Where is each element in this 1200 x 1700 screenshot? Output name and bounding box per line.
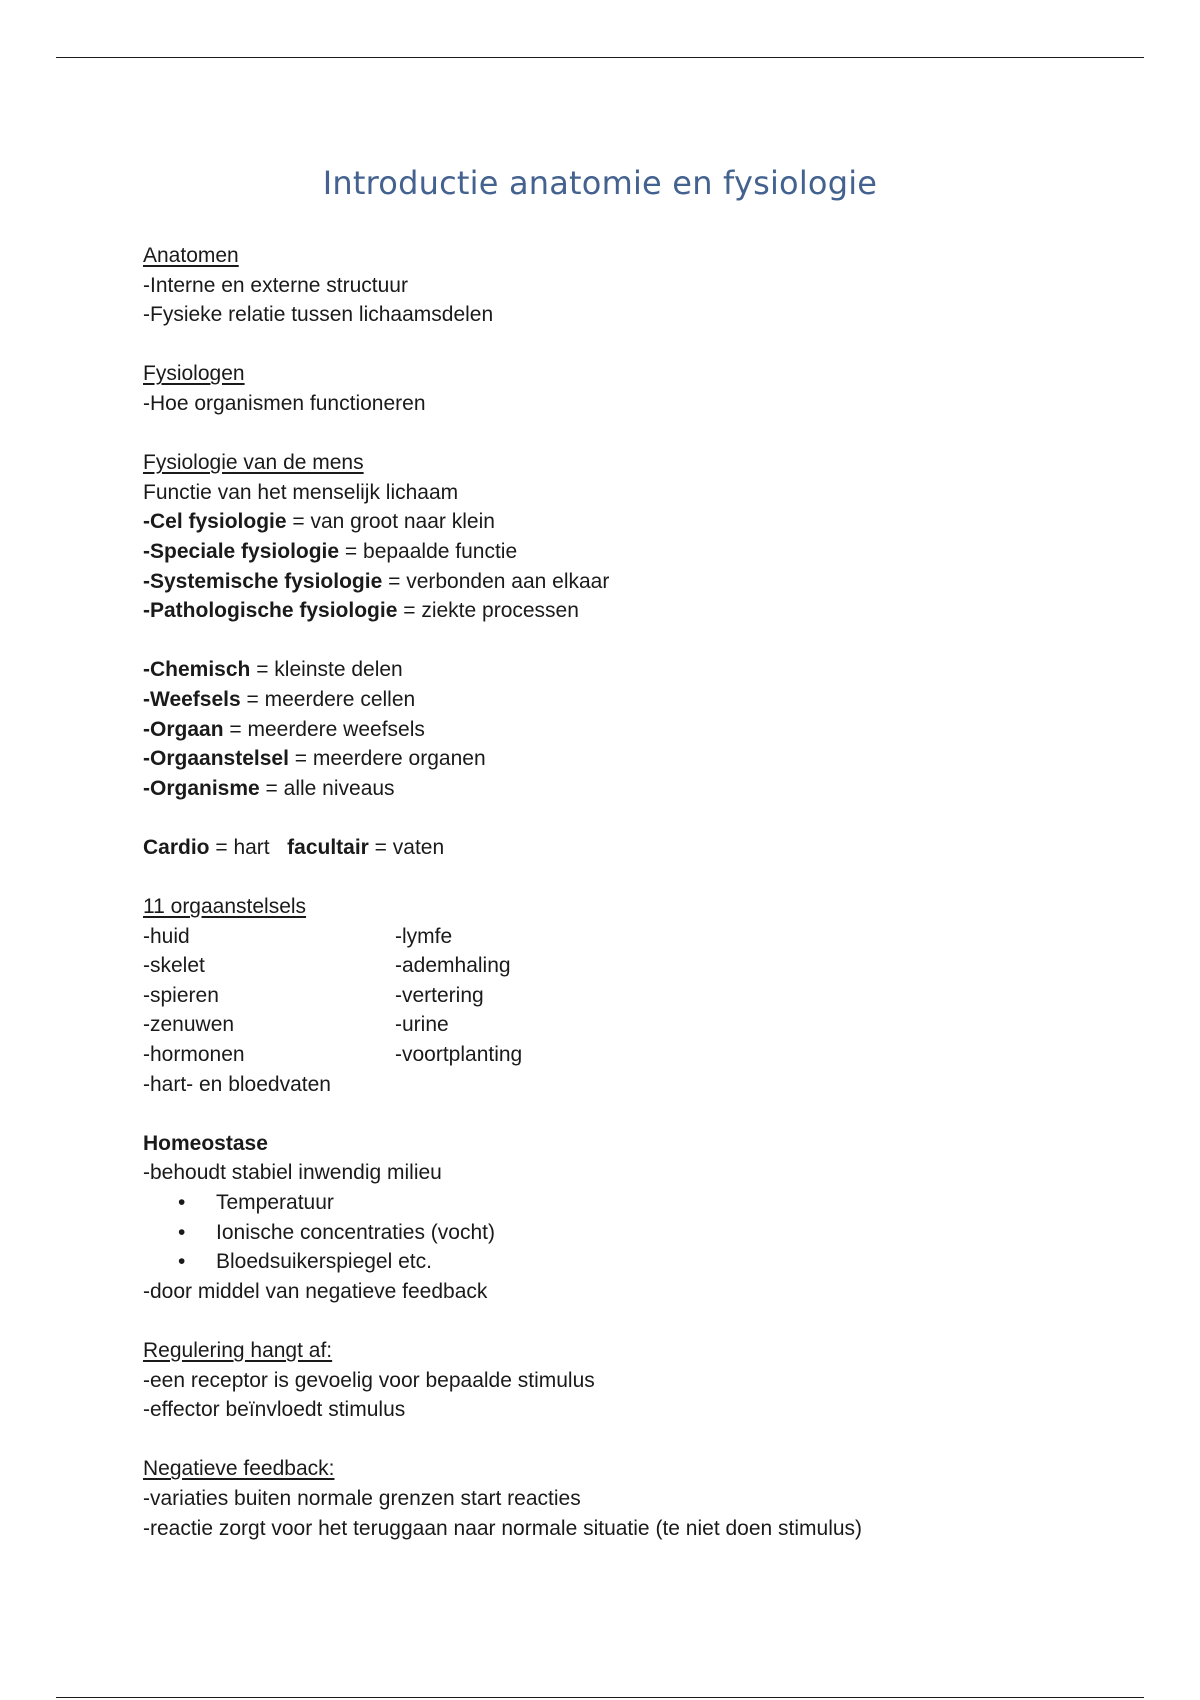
definition-prefix: - xyxy=(143,658,150,682)
list-row xyxy=(143,1010,1123,1040)
definition-term: Cardio xyxy=(143,835,210,859)
section-heading: Fysiologen xyxy=(143,362,245,386)
text-line: -Interne en externe structuur xyxy=(143,273,408,297)
list-item: -voortplanting xyxy=(395,1043,523,1067)
definition-term: Orgaanstelsel xyxy=(150,747,289,771)
page-title: Introductie anatomie en fysiologie xyxy=(322,164,878,202)
section-heading: 11 orgaanstelsels xyxy=(143,895,307,919)
definition-text: = van groot naar klein xyxy=(286,510,495,534)
definition-text: = bepaalde functie xyxy=(339,539,518,563)
text-line: -variaties buiten normale grenzen start reacties xyxy=(143,1486,581,1510)
list-row xyxy=(143,922,1123,952)
definition-text: = meerdere weefsels xyxy=(223,717,425,741)
definition-term: Pathologische fysiologie xyxy=(150,599,398,623)
list-row xyxy=(143,981,1123,1011)
definition-prefix: - xyxy=(143,747,150,771)
definition-prefix: - xyxy=(143,687,150,711)
list-item: -skelet xyxy=(143,954,205,978)
section-fysiologen xyxy=(143,359,1123,418)
section-negatieve-feedback xyxy=(143,1454,1123,1543)
definition-prefix: - xyxy=(143,717,150,741)
definition-prefix: - xyxy=(143,776,150,800)
section-regulering xyxy=(143,1336,1123,1425)
definition-line xyxy=(143,567,1123,597)
footer-rule xyxy=(56,1697,1144,1698)
list-row xyxy=(143,1040,1123,1070)
bullet-item: • Bloedsuikerspiegel etc. xyxy=(143,1247,1123,1277)
section-niveaus xyxy=(143,655,1123,803)
definition-text: = alle niveaus xyxy=(259,776,395,800)
definition-term: Systemische fysiologie xyxy=(150,569,383,593)
definition-line xyxy=(143,833,1123,863)
section-fysiologie-mens xyxy=(143,448,1123,626)
text-line: -effector beïnvloedt stimulus xyxy=(143,1398,406,1422)
section-heading: Homeostase xyxy=(143,1131,268,1155)
bullet-list xyxy=(143,1188,1123,1277)
definition-line xyxy=(143,774,1123,804)
definition-line xyxy=(143,655,1123,685)
definition-text: = meerdere cellen xyxy=(240,687,416,711)
definition-line xyxy=(143,685,1123,715)
definition-term: Speciale fysiologie xyxy=(150,539,340,563)
definition-text: = vaten xyxy=(368,835,445,859)
list-item: -hart- en bloedvaten xyxy=(143,1072,331,1096)
list-item: -ademhaling xyxy=(395,954,511,978)
bullet-item: • Ionische concentraties (vocht) xyxy=(143,1218,1123,1248)
list-item: -zenuwen xyxy=(143,1013,235,1037)
definition-term: Orgaan xyxy=(150,717,224,741)
section-homeostase xyxy=(143,1129,1123,1307)
definition-text: = ziekte processen xyxy=(397,599,579,623)
definition-term: Cel fysiologie xyxy=(150,510,287,534)
definition-text: = verbonden aan elkaar xyxy=(382,569,610,593)
definition-term: facultair xyxy=(287,835,369,859)
definition-line xyxy=(143,596,1123,626)
text-line: -door middel van negatieve feedback xyxy=(143,1279,488,1303)
document-body xyxy=(143,241,1123,1573)
text-line: -Hoe organismen functioneren xyxy=(143,391,426,415)
definition-term: Weefsels xyxy=(150,687,241,711)
text-line: Functie van het menselijk lichaam xyxy=(143,480,459,504)
section-heading: Regulering hangt af: xyxy=(143,1338,333,1362)
text-line: -Fysieke relatie tussen lichaamsdelen xyxy=(143,303,494,327)
list-item: -vertering xyxy=(395,983,484,1007)
text-line: -een receptor is gevoelig voor bepaalde stimulus xyxy=(143,1368,595,1392)
list-row xyxy=(143,1070,1123,1100)
section-orgaanstelsels xyxy=(143,892,1123,1099)
definition-line xyxy=(143,537,1123,567)
section-heading: Anatomen xyxy=(143,244,239,267)
definition-prefix: - xyxy=(143,599,150,623)
text-line: -reactie zorgt voor het teruggaan naar normale situatie (te niet doen stimulus) xyxy=(143,1516,863,1540)
definition-term: Chemisch xyxy=(150,658,251,682)
definition-prefix: - xyxy=(143,569,150,593)
list-item: -lymfe xyxy=(395,924,453,948)
list-row xyxy=(143,951,1123,981)
definition-prefix: - xyxy=(143,510,150,534)
definition-prefix: - xyxy=(143,539,150,563)
section-heading: Fysiologie van de mens xyxy=(143,451,364,475)
definition-term: Organisme xyxy=(150,776,260,800)
definition-line xyxy=(143,744,1123,774)
definition-text: = kleinste delen xyxy=(250,658,403,682)
list-item: -urine xyxy=(395,1013,449,1037)
definition-text: = meerdere organen xyxy=(288,747,486,771)
definition-line xyxy=(143,715,1123,745)
list-item: -huid xyxy=(143,924,190,948)
list-item: -hormonen xyxy=(143,1043,245,1067)
definition-text: = hart xyxy=(209,835,288,859)
section-cardio xyxy=(143,833,1123,863)
definition-line xyxy=(143,507,1123,537)
text-line: -behoudt stabiel inwendig milieu xyxy=(143,1161,442,1185)
header-rule xyxy=(56,57,1144,58)
bullet-item: • Temperatuur xyxy=(143,1188,1123,1218)
section-anatomen xyxy=(143,241,1123,330)
list-item: -spieren xyxy=(143,983,219,1007)
section-heading: Negatieve feedback: xyxy=(143,1457,335,1481)
